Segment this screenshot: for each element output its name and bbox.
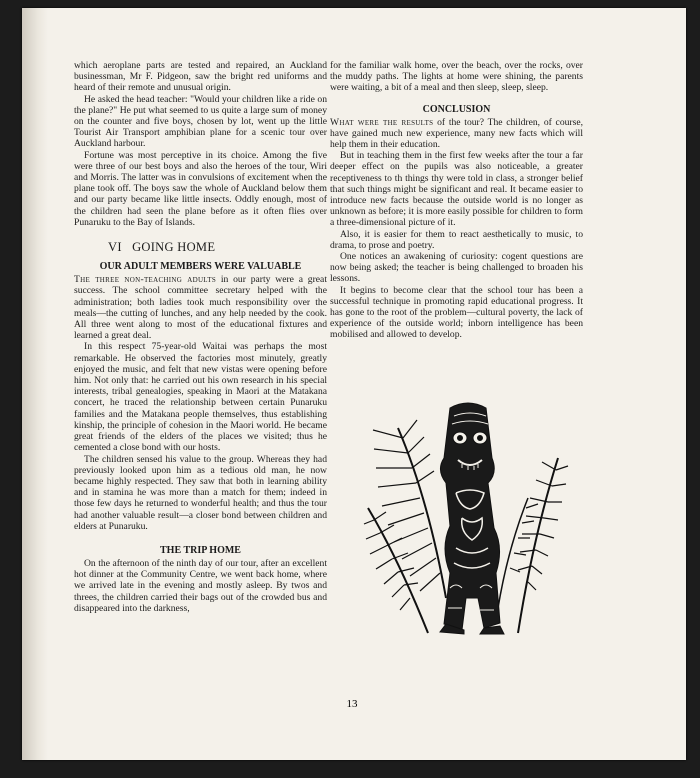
subheading-adult-members: OUR ADULT MEMBERS WERE VALUABLE bbox=[99, 261, 302, 273]
paragraph bbox=[74, 274, 327, 341]
paragraph: But in teaching them in the first few weeks after the tour a far deeper effect on the pupils was also noticeable, a greater receptiveness to th things thy were told in class, a stronger belief that such things might be significant and real. It became easier to introduce new facts because the outside world is no longer as unknown as before; it is more easily possible for children to form a three-dimensional picture of it. bbox=[330, 150, 583, 229]
paragraph: Also, it is easier for them to react aesthetically to music, to drama, to prose and poetry. bbox=[330, 228, 583, 251]
maori-carving-illustration bbox=[358, 398, 573, 646]
paragraph: In this respect 75-year-old Waitai was perhaps the most remarkable. He observed the factories most minutely, greatly enjoyed the music, and felt that new vistas were opening before him. Not only that: he carried out his own research in his special interests, tribal genealogies, speaking in Maori at the Matakana concert, he traced the relationship between certain Punaruku families and the Matakana people themselves, thus establishing kinship, the principle of cohesion in the Maori world. He became great friends of the elders of the places we visited; thus he cemented a close bond with our hosts. bbox=[74, 341, 327, 454]
section-heading: VI GOING HOME bbox=[108, 240, 216, 255]
paragraph: One notices an awakening of curiosity: cogent questions are now being asked; the teacher is being challenged to broaden his lessons. bbox=[330, 251, 583, 285]
paragraph: He asked the head teacher: "Would your children like a ride on the plane?" He put what seemed to us quite a large sum of money on the counter and five boys, chosen by lot, went up the little Tourist Air Transport amphibian plane for a scenic tour over Auckland harbour. bbox=[74, 93, 327, 150]
lead-in-text: The three non-teaching adults bbox=[74, 274, 217, 286]
paragraph-text: of the tour? The children, of course, have gained much new experience, many new facts which will help them in their education. bbox=[330, 116, 583, 151]
right-column bbox=[330, 60, 583, 341]
paragraph-text: in our party were a great success. The school committee secretary helped with the administration; both ladies took much responsibility over the meals—the cutting of lunches, and any help needed by the cook. All three went along to most of the educational fixtures and learned a great deal. bbox=[74, 274, 327, 342]
paragraph: Fortune was most perceptive in its choice. Among the five were three of our best boys and also the heroes of the tour, Wiri and Morris. The latter was in convulsions of excitement when the plane took off. The boys saw the whole of Auckland below them and our party became like little insects. Oddly enough, most of the children had seen the plane before as it often flies over Punaruku to the Bay of Islands. bbox=[74, 149, 327, 228]
subheading-trip-home: THE TRIP HOME bbox=[160, 544, 241, 556]
paragraph: The children sensed his value to the group. Whereas they had previously looked upon him as a tedious old man, he now became highly respected. They saw that both in learning ability and in stamina he was more than a match for them; indeed in those few days he returned to wonderful health; and thus the tour had another valuable result—a closer bond between children and elders at Punaruku. bbox=[74, 453, 327, 532]
page-number: 13 bbox=[346, 698, 358, 710]
subheading-conclusion: CONCLUSION bbox=[422, 103, 491, 115]
paragraph: It begins to become clear that the school tour has been a successful technique in promoting rapid educational progress. It has gone to the root of the problem—cultural poverty, the lack of experience of the outside world; inborn intelligence has been mobilised and allowed to develop. bbox=[330, 284, 583, 341]
paragraph bbox=[330, 117, 583, 151]
paragraph: which aeroplane parts are tested and repaired, an Auckland businessman, Mr F. Pidgeon, saw the bright red uniforms and heard of their remote and unusual origin. bbox=[74, 60, 327, 94]
lead-in-text: What were the results bbox=[330, 116, 434, 128]
book-page bbox=[22, 8, 686, 760]
paragraph: On the afternoon of the ninth day of our tour, after an excellent hot dinner at the Community Centre, we went back home, where we arrived late in the evening and mostly asleep. By twos and threes, the children carried their bags out of the crowded bus and disappeared into the darkness, bbox=[74, 557, 327, 614]
left-column bbox=[74, 60, 327, 614]
page-spine-shadow bbox=[22, 8, 48, 760]
paragraph: for the familiar walk home, over the beach, over the rocks, over the muddy paths. The lights at home were shining, the parents were waiting, a bit of a meal and then sleep, sleep, sleep. bbox=[330, 60, 583, 94]
